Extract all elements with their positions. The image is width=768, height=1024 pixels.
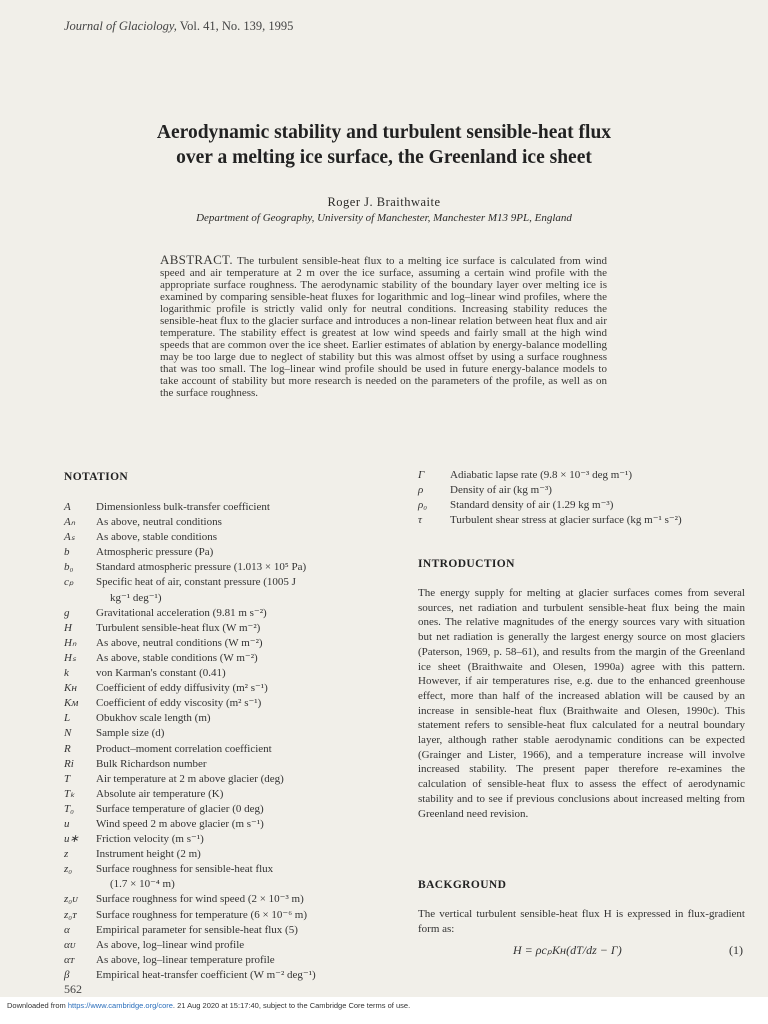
notation-row — [64, 938, 364, 953]
notation-row — [64, 787, 364, 802]
notation-definition: As above, log–linear wind profile — [96, 938, 245, 951]
notation-definition: As above, neutral conditions (W m⁻²) — [96, 636, 263, 649]
notation-definition: As above, neutral conditions — [96, 516, 222, 529]
notation-symbol: Kʜ — [64, 682, 77, 695]
notation-definition: kg⁻¹ deg⁻¹) — [110, 591, 162, 604]
notation-row — [64, 515, 364, 530]
notation-symbol: Kᴍ — [64, 697, 78, 710]
notation-definition: Sample size (d) — [96, 727, 165, 740]
notation-definition: Dimensionless bulk-transfer coefficient — [96, 501, 270, 513]
author-name: Roger J. Braithwaite — [327, 195, 441, 209]
journal-name: Journal of Glaciology, — [64, 19, 177, 33]
author-affiliation: Department of Geography, University of Manchester, Manchester M13 9PL, England — [196, 212, 572, 224]
article-title — [0, 120, 768, 170]
background-paragraph: The vertical turbulent sensible-heat flux H is expressed in flux-gradient form as: — [418, 908, 745, 935]
journal-issue: Vol. 41, No. 139, 1995 — [179, 19, 294, 33]
background-heading: BACKGROUND — [418, 879, 507, 891]
notation-symbol: u — [64, 817, 70, 830]
notation-definition: Surface roughness for temperature (6 × 10⁻⁶ m) — [96, 908, 308, 921]
notation-symbol: T₀ — [64, 802, 74, 815]
notation-definition: Coefficient of eddy diffusivity (m² s⁻¹) — [96, 682, 268, 695]
notation-definition: Absolute air temperature (K) — [96, 787, 224, 800]
notation-symbol: u∗ — [64, 833, 79, 846]
notation-definition: As above, stable conditions (W m⁻²) — [96, 651, 258, 664]
notation-definition: Adiabatic lapse rate (9.8 × 10⁻³ deg m⁻¹) — [450, 469, 633, 481]
notation-row — [64, 606, 364, 621]
notation-symbol: L — [64, 712, 71, 725]
running-head — [64, 19, 293, 34]
notation-definition: Standard atmospheric pressure (1.013 × 10⁵ Pa) — [96, 561, 307, 574]
notation-symbol: z — [64, 848, 69, 861]
notation-row — [64, 772, 364, 787]
introduction-paragraph: The energy supply for melting at glacier surfaces comes from several sources, net radiation and turbulent sensible-heat flux being the main ones. The relative magnitudes of the energy sources vary with situation but net radiation is generally the largest energy source on most glaciers (Paterson, 1969, p. 58–61), and results from the margin of the Greenland ice sheet (Braithwaite and Olesen, 1990a) agree with this pattern. However, if air temperatures rise, e.g. due to the enhanced greenhouse effect, more than half of the increased ablation will be caused by an increase in sensible-heat flux (Braithwaite and Olesen, 1990c). This statement refers to sensible-heat flux calculated for a neutral boundary layer, although rather stable aerodynamic conditions can be expected (Grainger and Lister, 1966), and a temperature increase will involve increased stability. The present paper therefore re-examines the calculation of sensible-heat flux to assess the effect of aerodynamic stability and to see if previous conclusions about increased melting from Greenland need revision. — [418, 587, 745, 820]
notation-symbol: β — [64, 968, 70, 981]
notation-symbol: A — [64, 501, 71, 513]
notation-symbol: k — [64, 667, 69, 680]
notation-definition: Bulk Richardson number — [96, 757, 207, 770]
notation-definition: Atmospheric pressure (Pa) — [96, 546, 214, 559]
notation-symbol: αᴛ — [64, 953, 74, 966]
notation-row — [64, 953, 364, 968]
notation-definition: Friction velocity (m s⁻¹) — [96, 833, 204, 846]
abstract-keyword: ABSTRACT. — [160, 252, 233, 267]
notation-definition: Turbulent shear stress at glacier surface (kg m⁻¹ s⁻²) — [450, 514, 682, 527]
notation-symbol: Tₖ — [64, 787, 75, 800]
notation-row — [64, 862, 364, 877]
equation-number: (1) — [729, 943, 743, 957]
notation-symbol: ρ — [418, 484, 424, 497]
notation-row — [64, 681, 364, 696]
notation-heading: NOTATION — [64, 471, 129, 483]
notation-row — [64, 847, 364, 862]
notation-symbol: Hₛ — [64, 651, 77, 664]
notation-definition: Surface roughness for sensible-heat flux — [96, 863, 274, 876]
notation-row — [64, 545, 364, 560]
notation-symbol: τ — [418, 514, 422, 527]
notation-definition: Product–moment correlation coefficient — [96, 742, 272, 755]
notation-symbol: b₀ — [64, 561, 74, 574]
notation-symbol: ρ₀ — [418, 499, 428, 512]
notation-symbol: αᴜ — [64, 938, 76, 951]
notation-row — [64, 711, 364, 726]
notation-row — [64, 923, 364, 938]
notation-definition: Empirical parameter for sensible-heat flux (5) — [96, 923, 298, 936]
notation-row — [64, 636, 364, 651]
notation-row — [64, 757, 364, 772]
notation-symbol: Aₙ — [64, 516, 76, 529]
notation-definition: Obukhov scale length (m) — [96, 712, 211, 725]
page-number: 562 — [64, 982, 82, 996]
notation-definition: Specific heat of air, constant pressure (1005 J — [96, 576, 296, 589]
notation-definition: Empirical heat-transfer coefficient (W m⁻² deg⁻¹) — [96, 968, 316, 981]
notation-definition: Coefficient of eddy viscosity (m² s⁻¹) — [96, 697, 262, 710]
footer-link[interactable]: https://www.cambridge.org/core — [67, 1001, 173, 1010]
notation-definition: von Karman's constant (0.41) — [96, 667, 226, 680]
abstract-text: The turbulent sensible-heat flux to a melting ice surface is calculated from wind speed and air temperature at 2 m over the ice surface, assuming a certain wind profile with the appropriate surface roughness. The aerodynamic stability of the boundary layer over melting ice is examined by comparing sensible-heat fluxes for logarithmic and log–linear wind profiles, where the logarithmic profile is strictly valid only for neutral conditions. Increasing stability reduces the sensible-heat flux to the glacier surface and introduces a non-linear relation between heat flux and air temperature. The stability effect is greatest at low wind speeds and fairly small at the high wind speeds that are common over the ice sheet. Earlier estimates of ablation by energy-balance modelling may be too large due to neglect of stability but this was almost offset by using a surface roughness that was too small. The log–linear wind profile should be used in future energy-balance models to take account of stability but more research is needed on the parameters of the profile, as well as on the surface roughness. — [160, 255, 607, 399]
notation-row — [64, 651, 364, 666]
notation-row — [64, 575, 364, 590]
notation-row — [64, 802, 364, 817]
notation-symbol: z₀ᴛ — [64, 908, 77, 921]
notation-row — [64, 696, 364, 711]
notation-row — [418, 468, 738, 483]
footer-suffix: . 21 Aug 2020 at 15:17:40, subject to the Cambridge Core terms of use. — [172, 1001, 411, 1010]
notation-symbol: T — [64, 772, 71, 785]
notation-row — [64, 832, 364, 847]
notation-definition: Wind speed 2 m above glacier (m s⁻¹) — [96, 817, 264, 830]
notation-symbol: R — [64, 742, 71, 755]
notation-row — [64, 892, 364, 907]
abstract — [160, 254, 607, 399]
notation-row — [64, 726, 364, 741]
notation-row — [418, 513, 738, 528]
footer-prefix: Downloaded from — [7, 1001, 68, 1010]
notation-symbol: cₚ — [64, 576, 74, 589]
notation-row — [418, 483, 738, 498]
notation-list-continued — [418, 468, 738, 528]
notation-row — [64, 877, 364, 892]
notation-row — [64, 666, 364, 681]
notation-definition: As above, log–linear temperature profile — [96, 953, 275, 966]
equation-1 — [418, 943, 745, 959]
notation-row — [64, 908, 364, 923]
notation-definition: Air temperature at 2 m above glacier (deg) — [96, 772, 284, 785]
notation-symbol: H — [64, 621, 72, 634]
notation-definition: Turbulent sensible-heat flux (W m⁻²) — [96, 621, 261, 634]
notation-definition: Density of air (kg m⁻³) — [450, 484, 552, 497]
notation-symbol: Γ — [418, 469, 425, 481]
notation-symbol: z₀ᴜ — [64, 893, 78, 906]
notation-definition: Standard density of air (1.29 kg m⁻³) — [450, 499, 614, 512]
notation-row — [64, 530, 364, 545]
notation-row — [64, 968, 364, 983]
notation-symbol: Ri — [64, 757, 74, 770]
title-line: over a melting ice surface, the Greenland ice sheet — [176, 147, 592, 168]
notation-symbol: Aₛ — [64, 531, 75, 544]
notation-definition: As above, stable conditions — [96, 531, 217, 544]
title-line: Aerodynamic stability and turbulent sensible-heat flux — [156, 122, 612, 143]
notation-row — [64, 742, 364, 757]
notation-definition: Instrument height (2 m) — [96, 848, 201, 861]
notation-row — [64, 500, 364, 515]
notation-row — [64, 591, 364, 606]
download-footer — [0, 997, 768, 1024]
notation-symbol: z₀ — [64, 863, 73, 876]
equation-expression: H = ρcₚKʜ(dT/dz − Γ) — [513, 943, 622, 957]
notation-symbol: g — [64, 606, 70, 619]
notation-symbol: α — [64, 923, 70, 936]
notation-definition: (1.7 × 10⁻⁴ m) — [110, 878, 175, 891]
notation-definition: Surface roughness for wind speed (2 × 10⁻³ m) — [96, 893, 304, 906]
notation-row — [64, 817, 364, 832]
notation-row — [418, 498, 738, 513]
notation-row — [64, 560, 364, 575]
notation-definition: Surface temperature of glacier (0 deg) — [96, 802, 264, 815]
notation-definition: Gravitational acceleration (9.81 m s⁻²) — [96, 606, 267, 619]
notation-symbol: Hₙ — [64, 636, 77, 649]
notation-symbol: N — [64, 727, 72, 740]
notation-symbol: b — [64, 546, 70, 559]
notation-list — [64, 500, 364, 983]
notation-row — [64, 621, 364, 636]
introduction-heading: INTRODUCTION — [418, 558, 515, 570]
